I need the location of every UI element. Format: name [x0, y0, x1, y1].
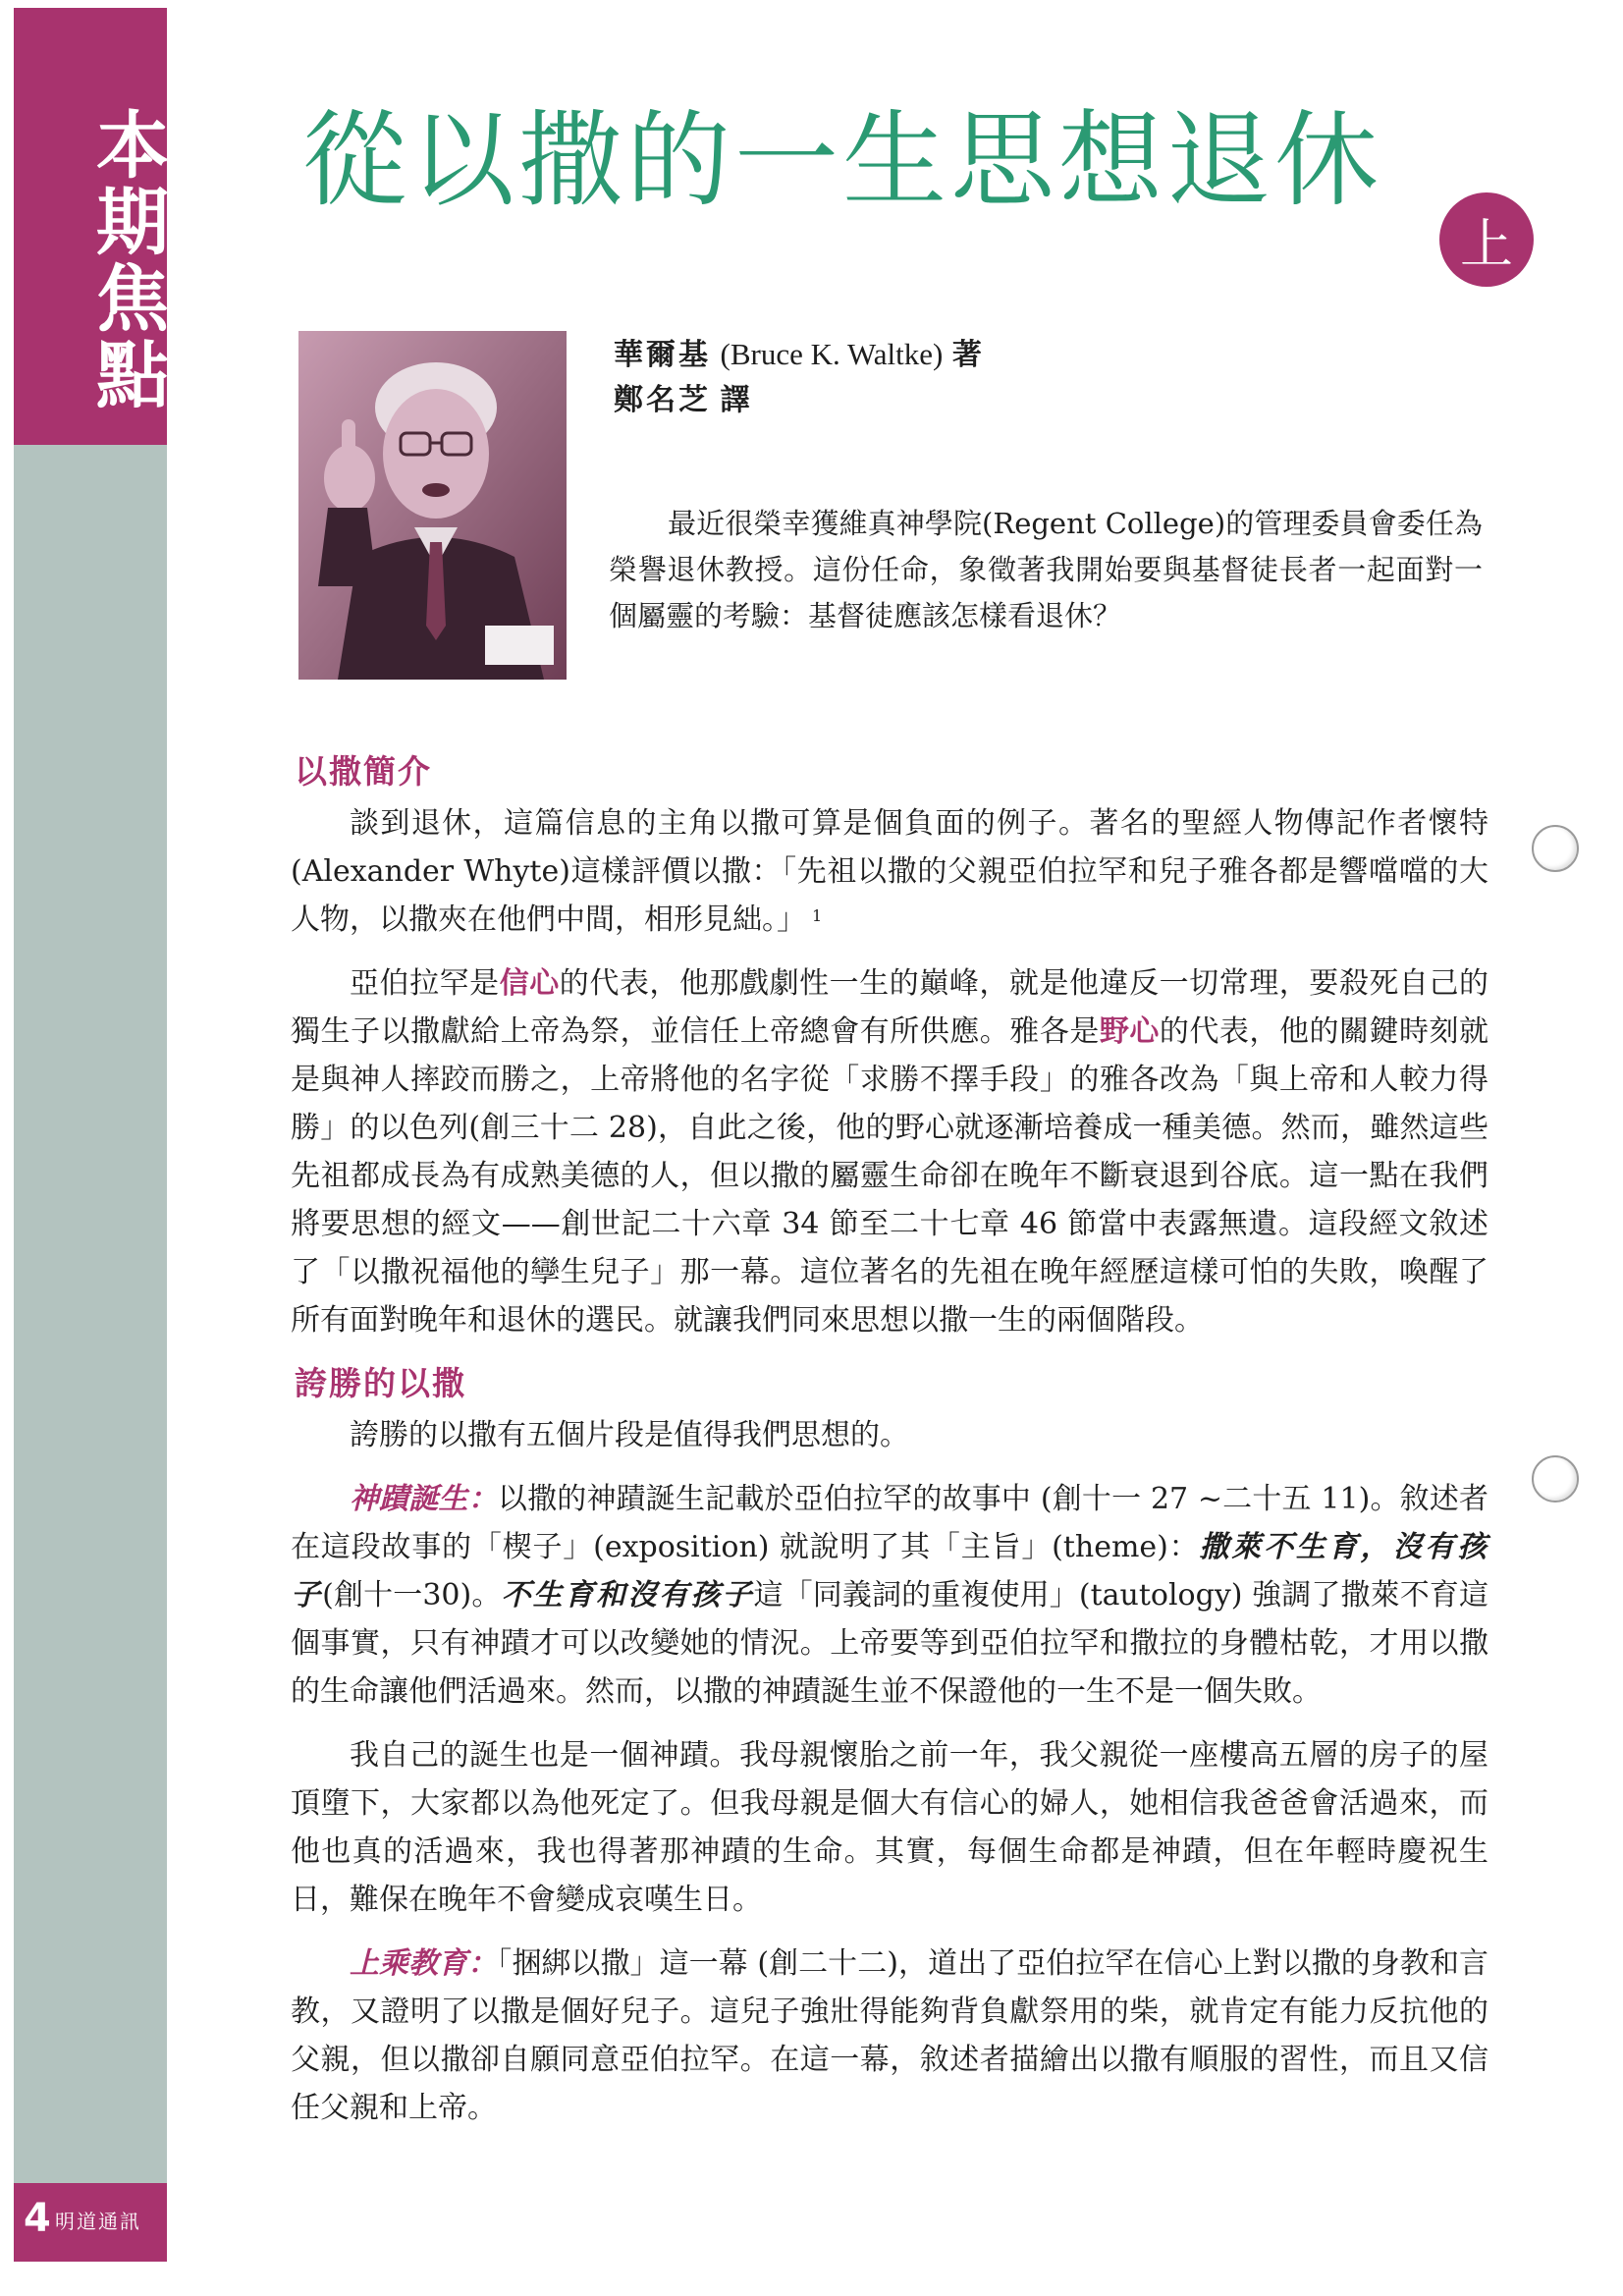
- sidebar-bottom-band: [14, 445, 167, 2183]
- paragraph: 誇勝的以撒有五個片段是值得我們思想的。: [350, 1418, 909, 1452]
- paragraph: 上乘教育：「捆綁以撒」這一幕 (創二十二)，道出了亞伯拉罕在信心上對以撒的身教和言教，又證明了以撒是個好兒子。這兒子強壯得能夠背負獻祭用的柴，就肯定有能力反抗他的父親，但以撒卻自願同意亞伯拉罕。在這一幕，敘述者描繪出以撒有順服的習性，而且又信任父親和上帝。: [291, 1946, 1488, 2125]
- footnote-marker: 1: [812, 906, 823, 925]
- page-number: 4: [24, 2196, 51, 2241]
- author-role: 著: [951, 338, 985, 372]
- paragraph: 亞伯拉罕是信心的代表，他那戲劇性一生的巔峰，就是他違反一切常理，要殺死自己的獨生子以撒獻給上帝為祭，並信任上帝總會有所供應。雅各是野心的代表，他的關鍵時刻就是與神人摔跤而勝之，上帝將他的名字從「求勝不擇手段」的雅各改為「與上帝和人較力得勝」的以色列(創三十二 28)，自此之後，他的野心就逐漸培養成一種美德。然而，雖然這些先祖都成長為有成熟美德的人，但以撒的屬靈生命卻在晚年不斷衰退到谷底。這一點在我們將要思想的經文——創世記二十六章 34 節至二十七章 46 節當中表露無遺。這段經文敘述了「以撒祝福他的孿生兒子」那一幕。這位著名的先祖在晚年經歷這樣可怕的失敗，喚醒了所有面對晚年和退休的選民。就讓我們同來思想以撒一生的兩個階段。: [291, 966, 1489, 1338]
- paragraph: 我自己的誕生也是一個神蹟。我母親懷胎之前一年，我父親從一座樓高五層的房子的屋頂墮下，大家都以為他死定了。但我母親是個大有信心的婦人，她相信我爸爸會活過來，而他也真的活過來，我也得著那神蹟的生命。其實，每個生命都是神蹟，但在年輕時慶祝生日，難保在晚年不會變成哀嘆生日。: [291, 1738, 1488, 1917]
- author-line: [614, 332, 985, 378]
- quote-emphasis: 撒萊不生育，沒有孩子: [291, 1530, 1488, 1613]
- intro-paragraph: 最近很榮幸獲維真神學院(Regent College)的管理委員會委任為榮譽退休教授。這份任命，象徵著我開始要與基督徒長者一起面對一個屬靈的考驗：基督徒應該怎樣看退休？: [609, 507, 1483, 632]
- punch-hole-icon: [1532, 825, 1579, 872]
- author-name-en: (Bruce K. Waltke): [720, 337, 944, 371]
- highlight-faith: 信心: [499, 966, 560, 1001]
- highlight-ambition: 野心: [1099, 1014, 1160, 1049]
- section-label: 本期焦點: [84, 107, 169, 413]
- translator-role: 譯: [720, 383, 753, 417]
- section-heading-triumph: 誇勝的以撒: [295, 1364, 466, 1402]
- page-title: 從以撒的一生思想退休: [302, 100, 1382, 221]
- translator-name: 鄭名芝: [614, 383, 711, 417]
- paragraph: 神蹟誕生：以撒的神蹟誕生記載於亞伯拉罕的故事中 (創十一 27 ~二十五 11)。敘述者在這段故事的「楔子」(exposition) 就說明了其「主旨」(theme)：撒萊不生育，沒有孩子(創十一30)。不生育和沒有孩子這「同義詞的重複使用」(tautology) 強調了撒萊不育這個事實，只有神蹟才可以改變她的情況。上帝要等到亞伯拉罕和撒拉的身體枯乾，才用以撒的生命讓他們活過來。然而，以撒的神蹟誕生並不保證他的一生不是一個失敗。: [291, 1482, 1489, 1709]
- part-badge: 上: [1439, 192, 1534, 287]
- paragraph: 談到退休，這篇信息的主角以撒可算是個負面的例子。著名的聖經人物傳記作者懷特(Alexander Whyte)這樣評價以撒：「先祖以撒的父親亞伯拉罕和兒子雅各都是響噹噹的大人物，以撒夾在他們中間，相形見絀。」 $^1$: [291, 806, 1488, 937]
- section-heading-intro: 以撒簡介: [295, 752, 432, 791]
- author-photo: [298, 331, 567, 680]
- translator-line: [614, 378, 985, 423]
- subheading-education: 上乘教育：: [350, 1946, 498, 1981]
- subheading-miracle-birth: 神蹟誕生：: [350, 1482, 498, 1516]
- magazine-name: 明道通訊: [55, 2210, 141, 2233]
- punch-hole-icon: [1532, 1455, 1579, 1503]
- article-body: [291, 748, 1488, 2148]
- quote-emphasis: 不生育和沒有孩子: [501, 1578, 754, 1613]
- byline: [614, 332, 985, 423]
- author-name-cn: 華爾基: [614, 338, 711, 372]
